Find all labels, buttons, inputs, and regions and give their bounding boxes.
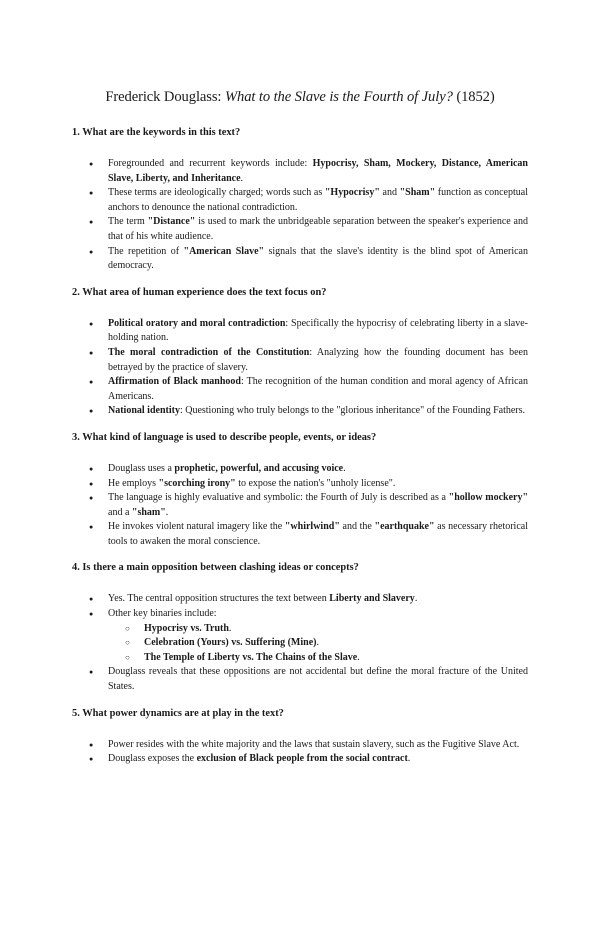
document-title [72,88,528,106]
list-item: ● These terms are ideologically charged; words such as "Hypocrisy" and "Sham" function as conceptual anchors to denounce the national contradiction. [72,186,528,215]
list-item: ● Yes. The central opposition structures the text between Liberty and Slavery. [72,592,528,607]
list-item: ● Other key binaries include: ○ Hypocrisy vs. Truth. ○ Celebration (Yours) vs. Suffering (Mine). ○ The Temple of Liberty vs. The Chains of the Slave. [72,607,528,665]
list-item: ● Political oratory and moral contradiction: Specifically the hypocrisy of celebrating liberty in a slave-holding nation. [72,317,528,346]
list-item: ● Power resides with the white majority and the laws that sustain slavery, such as the Fugitive Slave Act. [72,738,528,753]
section-question: 5. What power dynamics are at play in the text? [72,707,284,719]
section-question: 4. Is there a main opposition between clashing ideas or concepts? [72,562,359,574]
list-item: ● Foregrounded and recurrent keywords include: Hypocrisy, Sham, Mockery, Distance, American Slave, Liberty, and Inheritance. [72,157,528,186]
section-human-experience [72,286,528,419]
bullet-list [72,462,528,550]
sub-list-item: ○ Hypocrisy vs. Truth. [108,622,528,637]
document-page [0,88,600,936]
bullet-list [72,157,528,274]
list-item: ● Douglass reveals that these oppositions are not accidental but define the moral fracture of the United States. [72,665,528,694]
title-author: Frederick Douglass: [105,89,225,105]
list-item: ● Douglass uses a prophetic, powerful, and accusing voice. [72,462,528,477]
sub-list-item: ○ The Temple of Liberty vs. The Chains of the Slave. [108,651,528,666]
section-language [72,431,528,550]
section-question: 3. What kind of language is used to describe people, events, or ideas? [72,431,377,443]
title-year: (1852) [452,89,495,105]
list-item: ● The language is highly evaluative and symbolic: the Fourth of July is described as a "hollow mockery" and a "sham". [72,491,528,520]
list-item: ● Douglass exposes the exclusion of Black people from the social contract. [72,752,528,767]
section-power-dynamics [72,707,528,767]
list-item: ● The moral contradiction of the Constitution: Analyzing how the founding document has been betrayed by the practice of slavery. [72,346,528,375]
title-work: What to the Slave is the Fourth of July? [224,89,453,105]
list-item: ● He invokes violent natural imagery like the "whirlwind" and the "earthquake" as necessary rhetorical tools to awaken the moral conscience. [72,520,528,549]
sub-list-item: ○ Celebration (Yours) vs. Suffering (Mine). [108,636,528,651]
bullet-list [72,738,528,767]
list-item: ● National identity: Questioning who truly belongs to the "glorious inheritance" of the Founding Fathers. [72,404,528,419]
list-item: ● He employs "scorching irony" to expose the nation's "unholy license". [72,477,528,492]
bullet-list [72,592,528,694]
section-keywords [72,126,528,274]
section-question: 1. What are the keywords in this text? [72,127,241,138]
section-question: 2. What area of human experience does the text focus on? [72,286,327,298]
list-item: ● Affirmation of Black manhood: The recognition of the human condition and moral agency of African Americans. [72,375,528,404]
bullet-list [72,317,528,419]
sub-bullet-list [108,622,528,666]
section-opposition [72,561,528,694]
list-item: ● The repetition of "American Slave" signals that the slave's identity is the blind spot of American democracy. [72,245,528,274]
list-item: ● The term "Distance" is used to mark the unbridgeable separation between the speaker's experience and that of his white audience. [72,215,528,244]
